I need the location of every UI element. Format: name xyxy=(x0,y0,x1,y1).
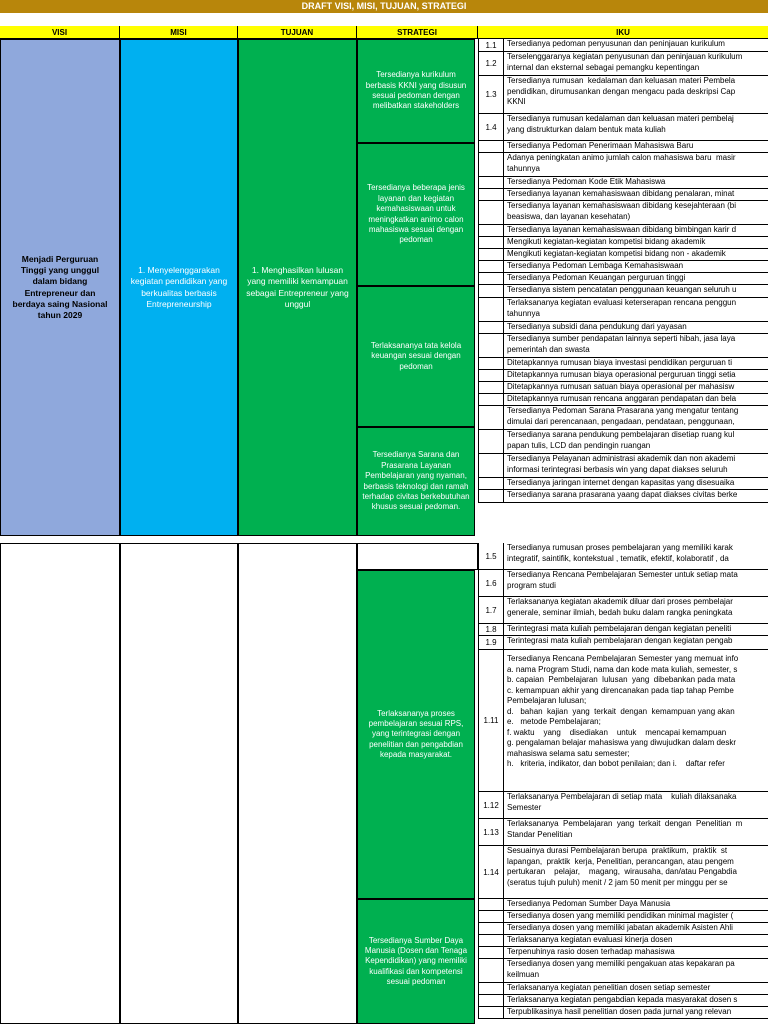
iku-row xyxy=(478,935,768,947)
strategy-cell-empty xyxy=(357,543,478,570)
iku-list-top xyxy=(478,39,768,503)
iku-row xyxy=(478,76,768,114)
iku-number xyxy=(478,285,504,297)
iku-number: 1.14 xyxy=(478,846,504,898)
iku-number: 1.8 xyxy=(478,624,504,635)
iku-number: 1.13 xyxy=(478,819,504,845)
iku-text: Tersedianya layanan kemahasiswaan dibidang kesejahteraan (bi beasiswa, dan layanan kesehatan) xyxy=(507,201,737,221)
iku-text: Tersedianya sistem pencatatan penggunaan keuangan seluruh u xyxy=(507,285,737,294)
header-visi: VISI xyxy=(0,26,120,39)
iku-number: 1.7 xyxy=(478,597,504,623)
iku-text: Tersedianya pedoman penyusunan dan peninjauan kurikulum xyxy=(507,39,725,48)
iku-text: Terintegrasi mata kuliah pembelajaran dengan kegiatan peneliti xyxy=(507,624,732,633)
iku-text: Tersedianya Pedoman Sarana Prasarana yang mengatur tentang dimulai dari perencanaan, pengadaan, pendataan, penggunaan, xyxy=(507,406,739,426)
iku-row xyxy=(478,322,768,334)
iku-text: Tersedianya sarana pendukung pembelajaran disetiap ruang kul papan tulis, LCD dan pendingin ruangan xyxy=(507,430,735,450)
iku-text: Tersedianya rumusan kedalaman dan keluasan materi Pembela pendidikan, dirumusankan dengan mengacu pada deskripsi Cap KKNI xyxy=(507,76,736,106)
header-misi: MISI xyxy=(120,26,238,39)
iku-row xyxy=(478,394,768,406)
iku-text: Terlaksananya Pembelajaran di setiap mata kuliah dilaksanaka Semester xyxy=(507,792,737,812)
iku-number xyxy=(478,261,504,272)
iku-row xyxy=(478,570,768,597)
header-strategi: STRATEGI xyxy=(357,26,478,39)
iku-row xyxy=(478,285,768,298)
iku-row xyxy=(478,983,768,995)
iku-list-bottom xyxy=(478,543,768,1019)
iku-number: 1.12 xyxy=(478,792,504,818)
iku-text: Ditetapkannya rumusan biaya investasi pendidikan perguruan ti xyxy=(507,358,733,367)
visi-cell-empty xyxy=(0,543,120,1024)
iku-row xyxy=(478,846,768,899)
header-tujuan: TUJUAN xyxy=(238,26,357,39)
iku-number xyxy=(478,923,504,934)
iku-text: Tersedianya jaringan internet dengan kapasitas yang disesuaika xyxy=(507,478,735,487)
iku-text: Tersedianya rumusan kedalaman dan keluasan materi pembelaj yang distrukturkan dalam bentuk mata kuliah xyxy=(507,114,734,134)
iku-number xyxy=(478,189,504,200)
iku-text: Tersedianya subsidi dana pendukung dari yayasan xyxy=(507,322,687,331)
document-title: DRAFT VISI, MISI, TUJUAN, STRATEGI xyxy=(0,0,768,13)
iku-number xyxy=(478,959,504,982)
iku-row xyxy=(478,636,768,650)
iku-row xyxy=(478,114,768,141)
iku-number xyxy=(478,249,504,260)
iku-row xyxy=(478,959,768,983)
iku-text: Terlaksananya kegiatan evaluasi kinerja dosen xyxy=(507,935,673,944)
iku-text: Tersedianya dosen yang memiliki pengakuan atas kepakaran pa keilmuan xyxy=(507,959,735,979)
iku-number xyxy=(478,201,504,224)
iku-number xyxy=(478,490,504,502)
iku-text: Tersedianya rumusan proses pembelajaran yang memiliki karak integratif, saintifik, kontekstual , tematik, efektif, kolaboratif , da xyxy=(507,543,733,563)
iku-number xyxy=(478,237,504,248)
iku-text: Tersedianya Rencana Pembelajaran Semester yang memuat info a. nama Program Studi, nama dan kode mata kuliah, semester, s b. capaian Pembelajaran lulusan yang dibebankan pada mata c. kemampuan akhir yang direncanakan pada tiap tahap Pembe Pembelajaran lulusan; d. bahan kajian yang terkait dengan kemampuan yang akan e. metode Pembelajaran; f. waktu yang disediakan untuk mencapai kemampuan g. pengalaman belajar mahasiswa yang diwujudkan dalam deskr mahasiswa selama satu semester; h. kriteria, indikator, dan bobot penilaian; dan i. daftar refer xyxy=(507,654,739,768)
iku-row xyxy=(478,650,768,792)
iku-text: Tersedianya Pedoman Penerimaan Mahasiswa Baru xyxy=(507,141,694,150)
iku-text: Terlaksananya kegiatan penelitian dosen setiap semester xyxy=(507,983,711,992)
iku-text: Terpenuhinya rasio dosen terhadap mahasiswa xyxy=(507,947,675,956)
iku-row xyxy=(478,273,768,285)
iku-number xyxy=(478,478,504,489)
iku-row xyxy=(478,454,768,478)
iku-number xyxy=(478,947,504,958)
iku-row xyxy=(478,370,768,382)
iku-text: Tersedianya sumber pendapatan lainnya seperti hibah, jasa laya pemerintah dan swasta xyxy=(507,334,736,354)
iku-row xyxy=(478,406,768,430)
iku-row xyxy=(478,334,768,358)
iku-text: Tersedianya Rencana Pembelajaran Semester untuk setiap mata program studi xyxy=(507,570,738,590)
iku-row xyxy=(478,490,768,503)
iku-number xyxy=(478,899,504,910)
iku-row xyxy=(478,478,768,490)
iku-number xyxy=(478,983,504,994)
iku-row xyxy=(478,141,768,153)
iku-number: 1.4 xyxy=(478,114,504,140)
iku-row xyxy=(478,298,768,322)
iku-number xyxy=(478,322,504,333)
iku-text: Adanya peningkatan animo jumlah calon mahasiswa baru masir tahunnya xyxy=(507,153,736,173)
iku-row xyxy=(478,177,768,189)
iku-text: Terselenggaranya kegiatan penyusunan dan peninjauan kurikulum internal dan eksternal sebagai pemangku kepentingan xyxy=(507,52,743,72)
iku-number xyxy=(478,358,504,369)
iku-text: Terlaksananya Pembelajaran yang terkait dengan Penelitian m Standar Penelitian xyxy=(507,819,743,839)
iku-text: Tersedianya layanan kemahasiswaan dibidang penalaran, minat xyxy=(507,189,735,198)
iku-row xyxy=(478,947,768,959)
iku-row xyxy=(478,153,768,177)
iku-row xyxy=(478,1007,768,1019)
iku-number xyxy=(478,382,504,393)
iku-number xyxy=(478,454,504,477)
iku-number xyxy=(478,225,504,236)
iku-number xyxy=(478,430,504,453)
iku-text: Tersedianya Pedoman Keuangan perguruan tinggi xyxy=(507,273,686,282)
iku-row xyxy=(478,911,768,923)
iku-text: Tersedianya Pelayanan administrasi akademik dan non akademi informasi terintegrasi berbasis win yang dapat diakses seluruh xyxy=(507,454,736,474)
strategy-cell: Terlaksananya proses pembelajaran sesuai RPS, yang terintegrasi dengan penelitian dan pengabdian kepada masyarakat. xyxy=(357,570,475,899)
iku-row xyxy=(478,39,768,52)
iku-row xyxy=(478,201,768,225)
iku-row xyxy=(478,358,768,370)
table-header xyxy=(0,26,768,39)
strategy-cell: Tersedianya kurikulum berbasis KKNI yang disusun sesuai pedoman dengan melibatkan stakeholders xyxy=(357,39,475,143)
iku-number: 1.3 xyxy=(478,76,504,113)
iku-row xyxy=(478,249,768,261)
iku-number: 1.11 xyxy=(478,650,504,791)
iku-number xyxy=(478,911,504,922)
iku-row xyxy=(478,923,768,935)
iku-text: Terlaksananya kegiatan akademik diluar dari proses pembelajar generale, seminar ilmiah, bedah buku dalam rangka peningkata xyxy=(507,597,733,617)
strategy-cell: Tersedianya Sumber Daya Manusia (Dosen dan Tenaga Kependidikan) yang memiliki kualifikasi dan kompetensi sesuai pedoman xyxy=(357,899,475,1024)
iku-number: 1.5 xyxy=(478,543,504,569)
iku-number xyxy=(478,273,504,284)
iku-row xyxy=(478,430,768,454)
strategy-cell: Tersedianya Sarana dan Prasarana Layanan Pembelajaran yang nyaman, berbasis teknologi dan ramah terhadap civitas berkebutuhan khusus sesuai pedoman. xyxy=(357,427,475,536)
iku-row xyxy=(478,597,768,624)
strategy-cell: Tersedianya beberapa jenis layanan dan kegiatan kemahasiswaan untuk meningkatkan animo calon mahasiswa sesuai dengan pedoman xyxy=(357,143,475,286)
tujuan-cell-empty xyxy=(238,543,357,1024)
iku-row xyxy=(478,382,768,394)
iku-row xyxy=(478,624,768,636)
visi-cell: Menjadi Perguruan Tinggi yang unggul dalam bidang Entrepreneur dan berdaya saing Nasional tahun 2029 xyxy=(0,39,120,536)
iku-number xyxy=(478,298,504,321)
iku-text: Tersedianya Pedoman Kode Etik Mahasiswa xyxy=(507,177,666,186)
iku-text: Terintegrasi mata kuliah pembelajaran dengan kegiatan pengab xyxy=(507,636,733,645)
iku-text: Mengikuti kegiatan-kegiatan kompetisi bidang akademik xyxy=(507,237,706,246)
iku-text: Tersedianya dosen yang memiliki jabatan akademik Asisten Ahli xyxy=(507,923,733,932)
iku-row xyxy=(478,261,768,273)
iku-row xyxy=(478,819,768,846)
iku-number xyxy=(478,1007,504,1018)
iku-row xyxy=(478,52,768,76)
iku-number xyxy=(478,406,504,429)
iku-number xyxy=(478,995,504,1006)
iku-text: Mengikuti kegiatan-kegiatan kompetisi bidang non - akademik xyxy=(507,249,726,258)
iku-number xyxy=(478,935,504,946)
misi-cell-empty xyxy=(120,543,238,1024)
iku-text: Tersedianya Pedoman Sumber Daya Manusia xyxy=(507,899,671,908)
iku-number xyxy=(478,394,504,405)
iku-text: Tersedianya Pedoman Lembaga Kemahasiswaan xyxy=(507,261,684,270)
iku-number: 1.9 xyxy=(478,636,504,649)
iku-number xyxy=(478,370,504,381)
iku-number: 1.2 xyxy=(478,52,504,75)
iku-number xyxy=(478,334,504,357)
iku-row xyxy=(478,543,768,570)
iku-text: Tersedianya dosen yang memiliki pendidikan minimal magister ( xyxy=(507,911,734,920)
iku-row xyxy=(478,792,768,819)
iku-text: Terpublikasinya hasil penelitian dosen pada jurnal yang relevan xyxy=(507,1007,732,1016)
iku-text: Ditetapkannya rumusan biaya operasional perguruan tinggi setia xyxy=(507,370,736,379)
iku-number: 1.6 xyxy=(478,570,504,596)
iku-number xyxy=(478,153,504,176)
iku-row xyxy=(478,899,768,911)
iku-row xyxy=(478,189,768,201)
iku-text: Tersedianya layanan kemahasiswaan dibidang bimbingan karir d xyxy=(507,225,737,234)
strategy-cell: Terlaksananya tata kelola keuangan sesuai dengan pedoman xyxy=(357,286,475,427)
iku-text: Terlaksananya kegiatan pengabdian kepada masyarakat dosen s xyxy=(507,995,738,1004)
iku-text: Tersedianya sarana prasarana yaang dapat diakses civitas berke xyxy=(507,490,738,499)
header-iku: IKU xyxy=(616,28,630,37)
iku-row xyxy=(478,225,768,237)
misi-cell: 1. Menyelenggarakan kegiatan pendidikan yang berkualitas berbasis Entrepreneurship xyxy=(120,39,238,536)
tujuan-cell: 1. Menghasilkan lulusan yang memiliki kemampuan sebagai Entrepreneur yang unggul xyxy=(238,39,357,536)
iku-number: 1.1 xyxy=(478,39,504,51)
iku-text: Sesuainya durasi Pembelajaran berupa praktikum, praktik st lapangan, praktik kerja, Penelitian, perancangan, atau pengem pertukaran pelajar, magang, wirausaha, dan/atau Pengabdia (seratus tujuh puluh) menit / 2 jam 50 menit per minggu per se xyxy=(507,846,737,887)
iku-number xyxy=(478,141,504,152)
iku-text: Ditetapkannya rumusan rencana anggaran pendapatan dan bela xyxy=(507,394,737,403)
iku-text: Terlaksananya kegiatan evaluasi keterserapan rencana penggun tahunnya xyxy=(507,298,737,318)
iku-row xyxy=(478,995,768,1007)
iku-text: Ditetapkannya rumusan satuan biaya operasional per mahasisw xyxy=(507,382,735,391)
iku-number xyxy=(478,177,504,188)
iku-row xyxy=(478,237,768,249)
